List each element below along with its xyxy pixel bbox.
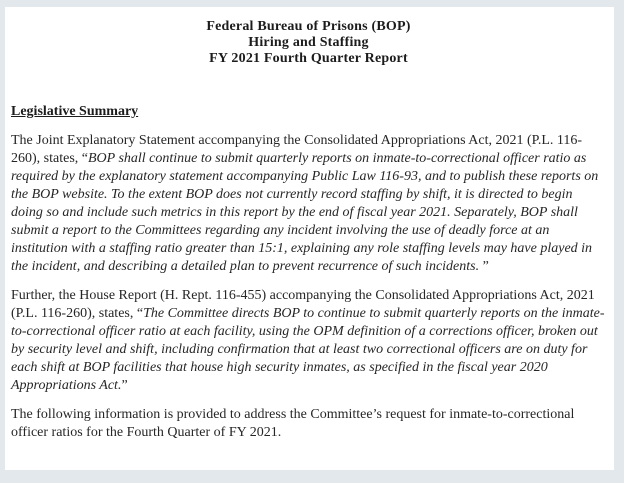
body-text: The following information is provided to address the Committee’s request for inmate-to-correctional officer ratios for the Fourth Quarter of FY 2021. [11,407,575,440]
paragraph [11,406,606,442]
quoted-text: The Committee directs BOP to continue to submit quarterly reports on the inmate-to-correctional officer ratio at each facility, using the OPM definition of a corrections officer, broken out by security level and shift, including confirmation that at least two correctional officers are on duty for each shift at BOP facilities that house high security inmates, as specified in the fiscal year 2020 Appropriations Act. [11,306,605,393]
body-text: ” [121,378,128,393]
document-page [5,7,614,470]
quoted-text: BOP shall continue to submit quarterly reports on inmate-to-correctional officer ratio as required by the explanatory statement accompanying Public Law 116-93, and to publish these reports on the BOP website. To the extent BOP does not currently record staffing by shift, it is directed to begin doing so and include such metrics in this report by the end of fiscal year 2021. Separately, BOP shall submit a report to the Committees regarding any incident involving the use of deadly force at an institution with a staffing ratio greater than 15:1, explaining any role staffing levels may have played in the incident, and describing a detailed plan to prevent recurrence of such incidents. [11,151,599,274]
title-line-1: Federal Bureau of Prisons (BOP) [206,19,411,34]
document-title [11,19,606,67]
body-text: The Joint Explanatory Statement accompanying the Consolidated Appropriations Act, 2021 (P.L. 116-260), states, “ [11,133,583,166]
paragraph [11,132,606,276]
section-heading: Legislative Summary [11,104,139,119]
paragraph [11,287,606,395]
title-line-3: FY 2021 Fourth Quarter Report [209,51,408,66]
body-text: Further, the House Report (H. Rept. 116-455) accompanying the Consolidated Appropriations Act, 2021 (P.L. 116-260), states, “ [11,288,595,321]
body-text: ” [482,259,489,274]
title-line-2: Hiring and Staffing [248,35,369,50]
paragraphs-container [11,132,606,442]
